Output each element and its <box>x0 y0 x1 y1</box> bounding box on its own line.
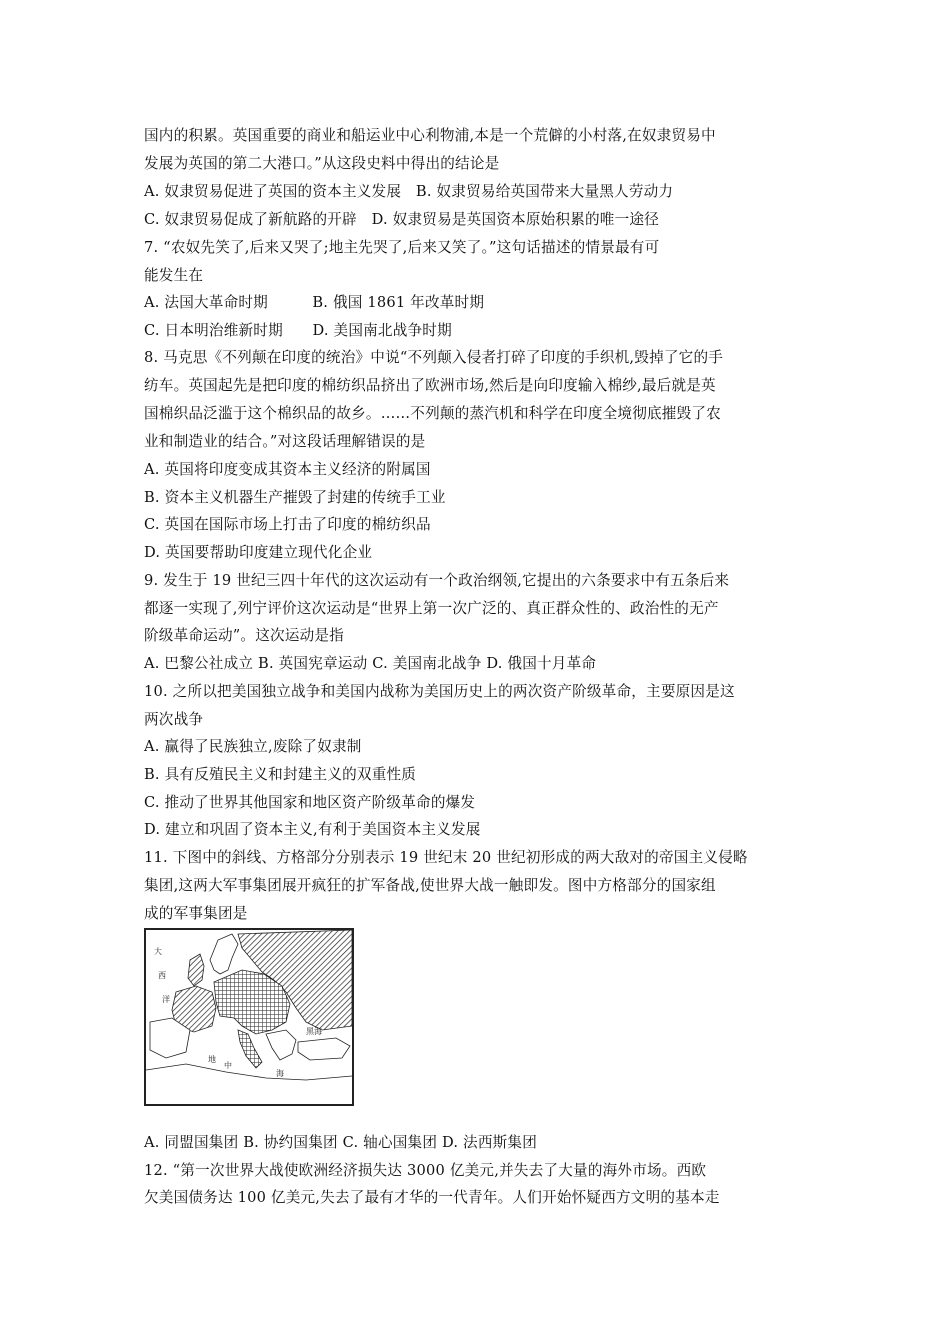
option-line: B. 具有反殖民主义和封建主义的双重性质 <box>144 766 417 783</box>
option-line: C. 日本明治维新时期 D. 美国南北战争时期 <box>144 322 452 339</box>
question-7-stem: 7. “农奴先笑了,后来又哭了;地主先哭了,后来又笑了。”这句话描述的情景最有可 <box>144 239 660 256</box>
map-svg <box>146 930 352 1104</box>
option-line: C. 英国在国际市场上打击了印度的棉纺织品 <box>144 516 431 533</box>
map-label: 大 <box>154 947 162 956</box>
text-line: 都逐一实现了,列宁评价这次运动是“世界上第一次广泛的、真正群众性的、政治性的无产 <box>144 600 719 617</box>
question-11-stem: 11. 下图中的斜线、方格部分分别表示 19 世纪末 20 世纪初形成的两大敌对的帝国主义侵略 <box>144 849 748 866</box>
option-line: A. 法国大革命时期 B. 俄国 1861 年改革时期 <box>144 294 485 311</box>
map-label: 西 <box>158 971 166 980</box>
option-line: A. 同盟国集团 B. 协约国集团 C. 轴心国集团 D. 法西斯集团 <box>144 1134 537 1151</box>
option-line: D. 建立和巩固了资本主义,有利于美国资本主义发展 <box>144 821 481 838</box>
text-line: 成的军事集团是 <box>144 905 248 922</box>
text-line: 国棉织品泛滥于这个棉织品的故乡。……不列颠的蒸汽机和科学在印度全境彻底摧毁了农 <box>144 405 721 422</box>
question-8-stem: 8. 马克思《不列颠在印度的统治》中说“不列颠入侵者打碎了印度的手织机,毁掉了它的手 <box>144 349 724 366</box>
europe-alliance-map <box>144 928 354 1106</box>
option-line: A. 赢得了民族独立,废除了奴隶制 <box>144 738 362 755</box>
text-line: 能发生在 <box>144 267 204 284</box>
scandinavia-outline <box>210 934 238 974</box>
question-9-stem: 9. 发生于 19 世纪三四十年代的这次运动有一个政治纲领,它提出的六条要求中有五条后来 <box>144 572 730 589</box>
text-line: 集团,这两大军事集团展开疯狂的扩军备战,使世界大战一触即发。图中方格部分的国家组 <box>144 877 716 894</box>
text-line: 纺车。英国起先是把印度的棉纺织品挤出了欧洲市场,然后是向印度输入棉纱,最后就是英 <box>144 377 716 394</box>
map-label: 黑海 <box>306 1027 322 1036</box>
text-line: 国内的积累。英国重要的商业和船运业中心利物浦,本是一个荒僻的小村落,在奴隶贸易中 <box>144 127 716 144</box>
option-line: B. 资本主义机器生产摧毁了封建的传统手工业 <box>144 489 446 506</box>
text-line: 两次战争 <box>144 711 204 728</box>
map-label: 洋 <box>162 995 170 1004</box>
option-line: C. 推动了世界其他国家和地区资产阶级革命的爆发 <box>144 794 476 811</box>
map-label: 海 <box>276 1069 284 1078</box>
italy-region <box>238 1030 262 1068</box>
text-line: 业和制造业的结合。”对这段话理解错误的是 <box>144 433 426 450</box>
option-line: C. 奴隶贸易促成了新航路的开辟 D. 奴隶贸易是英国资本原始积累的唯一途径 <box>144 211 659 228</box>
option-line: D. 英国要帮助印度建立现代化企业 <box>144 544 373 561</box>
question-10-stem: 10. 之所以把美国独立战争和美国内战称为美国历史上的两次资产阶级革命，主要原因是这 <box>144 683 735 700</box>
north-africa-coast <box>146 1064 352 1080</box>
option-line: A. 英国将印度变成其资本主义经济的附属国 <box>144 461 431 478</box>
question-12-stem: 12. “第一次世界大战使欧洲经济损失达 3000 亿美元,并失去了大量的海外市场。西欧 <box>144 1162 707 1179</box>
balkans-outline <box>266 1030 296 1060</box>
text-line: 阶级革命运动”。这次运动是指 <box>144 627 344 644</box>
anatolia-outline <box>298 1038 350 1060</box>
text-line: 发展为英国的第二大港口。”从这段史料中得出的结论是 <box>144 155 500 172</box>
map-label: 中 <box>224 1061 232 1070</box>
text-line: 欠美国债务达 100 亿美元,失去了最有才华的一代青年。人们开始怀疑西方文明的基本走 <box>144 1189 720 1206</box>
map-label: 地 <box>208 1055 216 1064</box>
option-line: A. 奴隶贸易促进了英国的资本主义发展 B. 奴隶贸易给英国带来大量黑人劳动力 <box>144 183 674 200</box>
britain-region <box>188 954 204 986</box>
option-line: A. 巴黎公社成立 B. 英国宪章运动 C. 美国南北战争 D. 俄国十月革命 <box>144 655 597 672</box>
